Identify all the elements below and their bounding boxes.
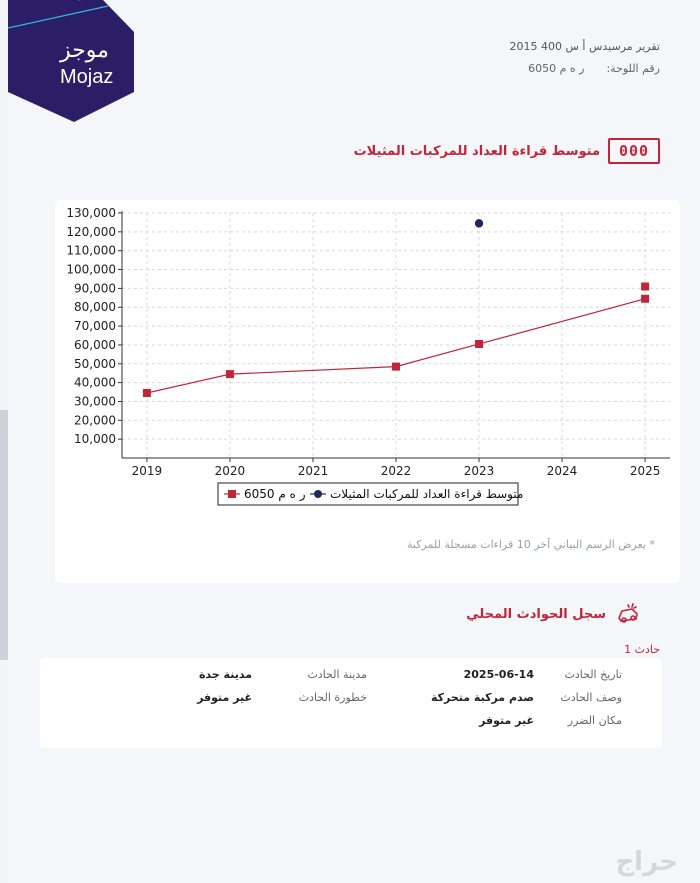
accident-item-label: حادث 1 bbox=[624, 643, 660, 656]
plate-value: ر ه م 6050 bbox=[528, 62, 585, 75]
y-tick-label: 20,000 bbox=[74, 413, 116, 428]
accidents-section-header bbox=[466, 603, 640, 625]
y-tick-label: 120,000 bbox=[66, 224, 116, 239]
y-tick-label: 50,000 bbox=[74, 356, 116, 371]
plate-label: رقم اللوحة: bbox=[606, 62, 660, 75]
y-tick-label: 70,000 bbox=[74, 319, 116, 334]
x-tick-label: 2020 bbox=[214, 464, 246, 478]
y-tick-label: 130,000 bbox=[66, 206, 116, 220]
legend-marker-0 bbox=[228, 490, 236, 498]
damage-location-label: مكان الضرر bbox=[567, 714, 622, 727]
plate-row bbox=[528, 62, 660, 75]
data-point-circle bbox=[475, 219, 483, 227]
y-tick-label: 30,000 bbox=[74, 394, 116, 409]
odometer-chart bbox=[55, 200, 680, 520]
legend-label-0: ر ه م 6050 bbox=[244, 487, 306, 501]
accident-description-value: صدم مركبة متحركة bbox=[430, 691, 534, 704]
accident-date-label: تاريخ الحادث bbox=[564, 668, 622, 681]
y-tick-label: 80,000 bbox=[74, 300, 116, 315]
x-tick-label: 2024 bbox=[546, 464, 578, 478]
accident-severity-value: غير متوفر bbox=[197, 691, 252, 704]
odometer-section-title: متوسط قراءة العداد للمركبات المثيلات bbox=[353, 143, 600, 159]
x-tick-label: 2023 bbox=[463, 464, 495, 478]
accident-city-value: مدينة جدة bbox=[198, 668, 252, 681]
legend-marker-1 bbox=[314, 490, 322, 498]
y-tick-label: 90,000 bbox=[74, 281, 116, 296]
y-tick-label: 10,000 bbox=[74, 432, 116, 447]
data-point-square bbox=[641, 295, 649, 303]
y-tick-label: 60,000 bbox=[74, 337, 116, 352]
accidents-section-title: سجل الحوادث المحلي bbox=[466, 606, 606, 622]
y-tick-label: 100,000 bbox=[66, 262, 116, 277]
y-tick-label: 40,000 bbox=[74, 375, 116, 390]
logo-text-english: Mojaz bbox=[60, 66, 114, 88]
logo-text-arabic: موجز bbox=[60, 38, 109, 63]
accident-description-label: وصف الحادث bbox=[560, 691, 622, 704]
data-point-square bbox=[226, 370, 234, 378]
accident-date-value: 2025-06-14 bbox=[463, 668, 534, 681]
accident-city-label: مدينة الحادث bbox=[307, 668, 367, 681]
x-tick-label: 2019 bbox=[131, 464, 163, 478]
car-crash-icon bbox=[616, 603, 640, 625]
mojaz-logo bbox=[8, 0, 148, 125]
haraj-watermark: حراج bbox=[615, 847, 678, 877]
scroll-edge bbox=[0, 410, 8, 660]
x-tick-label: 2025 bbox=[629, 464, 661, 478]
accident-severity-label: خطورة الحادث bbox=[298, 691, 367, 704]
chart-footnote: * يعرض الرسم البياني آخر 10 قراءات مسجلة للمركبة bbox=[407, 538, 655, 551]
data-point-square bbox=[641, 283, 649, 291]
accident-details-card bbox=[40, 658, 662, 748]
chart-card bbox=[55, 200, 680, 583]
odometer-icon: 000 bbox=[608, 138, 660, 164]
report-title: تقرير مرسيدس أ س 400 2015 bbox=[509, 40, 660, 53]
data-point-square bbox=[475, 340, 483, 348]
legend-label-1: متوسط قراءة العداد للمركبات المثيلات bbox=[330, 487, 524, 501]
y-tick-label: 110,000 bbox=[66, 243, 116, 258]
damage-location-value: غير متوفر bbox=[479, 714, 534, 727]
x-tick-label: 2022 bbox=[380, 464, 412, 478]
odometer-section-header bbox=[354, 138, 660, 164]
data-point-square bbox=[392, 363, 400, 371]
data-point-square bbox=[143, 389, 151, 397]
x-tick-label: 2021 bbox=[297, 464, 329, 478]
